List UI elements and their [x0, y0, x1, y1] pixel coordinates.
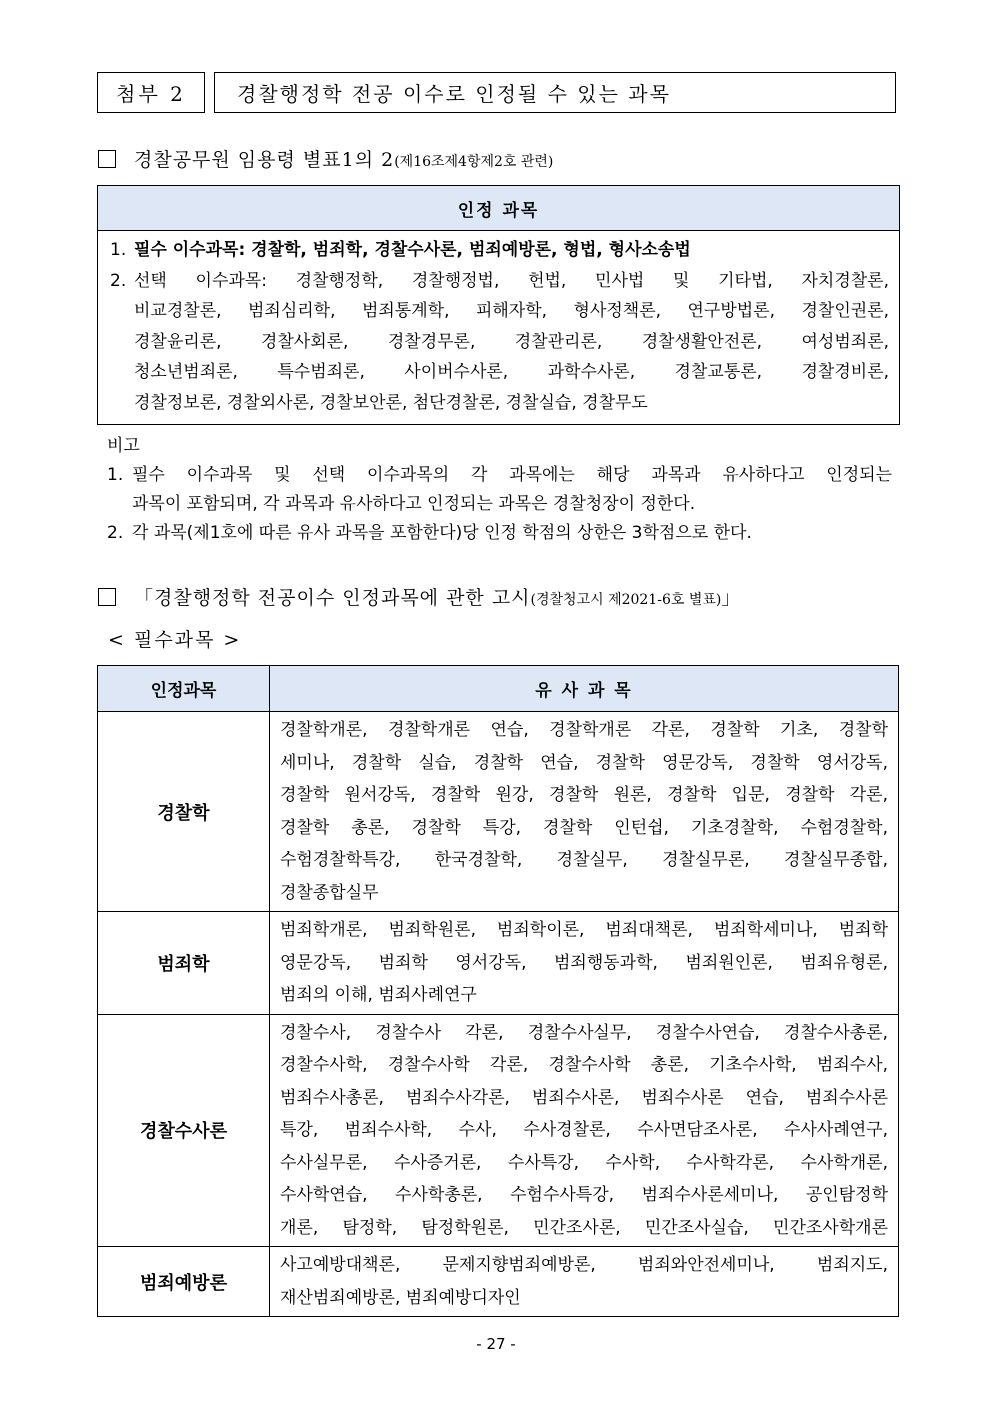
elective-subjects-item [110, 266, 889, 297]
similar-subjects-table [97, 665, 899, 1317]
similar-subjects-line: 범죄수사총론, 범죄수사각론, 범죄수사론, 범죄수사론 연습, 범죄수사론 [280, 1087, 888, 1108]
page-number: - 27 - [476, 1335, 516, 1353]
elective-subjects-line: 선택 이수과목: 경찰행정학, 경찰행정법, 헌법, 민사법 및 기타법, 자치경찰론, [134, 270, 889, 291]
note-line: 필수 이수과목 및 선택 이수과목의 각 과목에는 해당 과목과 유사하다고 인정되는 [132, 465, 892, 485]
table-row [98, 712, 899, 912]
similar-subjects-cell [270, 712, 899, 912]
note-line: 과목이 포함되며, 각 과목과 유사하다고 인정되는 과목은 경찰청장이 정한다. [132, 494, 696, 514]
similar-subjects-line: 범죄학개론, 범죄학원론, 범죄학이론, 범죄대책론, 범죄학세미나, 범죄학 [280, 920, 888, 940]
similar-subjects-line: 경찰종합실무 [280, 882, 379, 903]
similar-subjects-line: 수험경찰학특강, 한국경찰학, 경찰실무, 경찰실무론, 경찰실무종합, [280, 850, 888, 870]
section2-heading-text: 「경찰행정학 전공이수 인정과목에 관한 고시 [134, 587, 531, 609]
table-header-row [98, 666, 899, 712]
required-subjects-item [110, 235, 889, 266]
similar-subjects-line: 경찰수사학, 경찰수사학 각론, 경찰수사학 총론, 기초수사학, 범죄수사, [280, 1055, 888, 1075]
similar-subjects-line: 경찰학 원서강독, 경찰학 원강, 경찰학 원론, 경찰학 입문, 경찰학 각론, [280, 785, 888, 805]
similar-subjects-cell [270, 1247, 899, 1317]
note-number: 2. [107, 523, 124, 543]
section1-heading [134, 145, 553, 172]
subject-name: 경찰수사론 [98, 1014, 270, 1247]
section2-checkbox-icon [98, 588, 116, 606]
similar-subjects-line: 재산범죄예방론, 범죄예방디자인 [280, 1287, 521, 1308]
similar-subjects-line: 특강, 범죄수사학, 수사, 수사경찰론, 수사면담조사론, 수사사례연구, [280, 1120, 888, 1140]
item-number: 2. [110, 270, 127, 291]
recognized-subjects-table [97, 185, 900, 425]
notes-section [107, 432, 892, 548]
similar-subjects-line: 영문강독, 범죄학 영서강독, 범죄행동과학, 범죄원인론, 범죄유형론, [280, 952, 888, 973]
elective-subjects-line: 청소년범죄론, 특수범죄론, 사이버수사론, 과학수사론, 경찰교통론, 경찰경비론, [134, 362, 889, 382]
item-number: 1. [110, 240, 127, 260]
document-title: 경찰행정학 전공 이수로 인정될 수 있는 과목 [214, 72, 896, 113]
similar-subjects-cell [270, 912, 899, 1015]
table-row [98, 912, 899, 1015]
note-item-continued [107, 490, 892, 519]
subject-name: 범죄예방론 [98, 1247, 270, 1317]
elective-subjects-line-row [110, 327, 889, 358]
recognized-subjects-header: 인정 과목 [98, 186, 899, 231]
similar-subjects-line: 경찰수사, 경찰수사 각론, 경찰수사실무, 경찰수사연습, 경찰수사총론, [280, 1022, 888, 1043]
table-row [98, 1247, 899, 1317]
section2-heading-note: (경찰청고시 제2021-6호 별표) [530, 592, 722, 608]
required-subjects-text: 필수 이수과목: 경찰학, 범죄학, 경찰수사론, 범죄예방론, 형법, 형사소송법 [134, 240, 691, 260]
attachment-label: 첨부 2 [97, 72, 205, 113]
note-item [107, 461, 892, 490]
elective-subjects-line: 경찰윤리론, 경찰사회론, 경찰경무론, 경찰관리론, 경찰생활안전론, 여성범죄론, [134, 331, 889, 352]
subject-name: 범죄학 [98, 912, 270, 1015]
similar-subjects-line: 경찰학개론, 경찰학개론 연습, 경찰학개론 각론, 경찰학 기초, 경찰학 [280, 720, 888, 740]
notes-title: 비고 [107, 436, 140, 456]
elective-subjects-line-row [110, 388, 889, 419]
required-subjects-subheading: < 필수과목 > [108, 629, 242, 651]
similar-subjects-cell [270, 1014, 899, 1247]
section1-checkbox-icon [98, 150, 116, 168]
recognized-subjects-body [98, 231, 899, 418]
similar-subjects-line: 세미나, 경찰학 실습, 경찰학 연습, 경찰학 영문강독, 경찰학 영서강독, [280, 752, 888, 773]
note-number: 1. [107, 465, 124, 485]
elective-subjects-line-row [110, 357, 889, 388]
similar-subjects-line: 수사학연습, 수사학총론, 수험수사특강, 범죄수사론세미나, 공인탐정학 [280, 1185, 888, 1205]
similar-subjects-line: 사고예방대책론, 문제지향범죄예방론, 범죄와안전세미나, 범죄지도, [280, 1255, 888, 1275]
similar-subjects-line: 범죄의 이해, 범죄사례연구 [280, 985, 477, 1005]
elective-subjects-line: 경찰정보론, 경찰외사론, 경찰보안론, 첨단경찰론, 경찰실습, 경찰무도 [134, 392, 648, 413]
section2-heading [134, 583, 741, 610]
section1-heading-note: (제16조제4항제2호 관련) [394, 154, 554, 170]
subject-name: 경찰학 [98, 712, 270, 912]
note-item [107, 519, 892, 548]
similar-subjects-line: 개론, 탐정학, 탐정학원론, 민간조사론, 민간조사실습, 민간조사학개론 [280, 1217, 888, 1238]
note-line: 각 과목(제1호에 따른 유사 과목을 포함한다)당 인정 학점의 상한은 3학점으로 한다. [132, 523, 752, 543]
section2-heading-close: 」 [721, 587, 742, 609]
table-row [98, 1014, 899, 1247]
column-header-similar: 유 사 과 목 [270, 666, 899, 712]
similar-subjects-line: 수사실무론, 수사증거론, 수사특강, 수사학, 수사학각론, 수사학개론, [280, 1152, 888, 1173]
similar-subjects-line: 경찰학 총론, 경찰학 특강, 경찰학 인턴쉽, 기초경찰학, 수험경찰학, [280, 817, 888, 838]
section1-heading-text: 경찰공무원 임용령 별표1의 2 [134, 149, 395, 171]
elective-subjects-line-row [110, 296, 889, 327]
column-header-subject: 인정과목 [98, 666, 270, 712]
elective-subjects-line: 비교경찰론, 범죄심리학, 범죄통계학, 피해자학, 형사정책론, 연구방법론, 경찰인권론, [134, 301, 889, 321]
